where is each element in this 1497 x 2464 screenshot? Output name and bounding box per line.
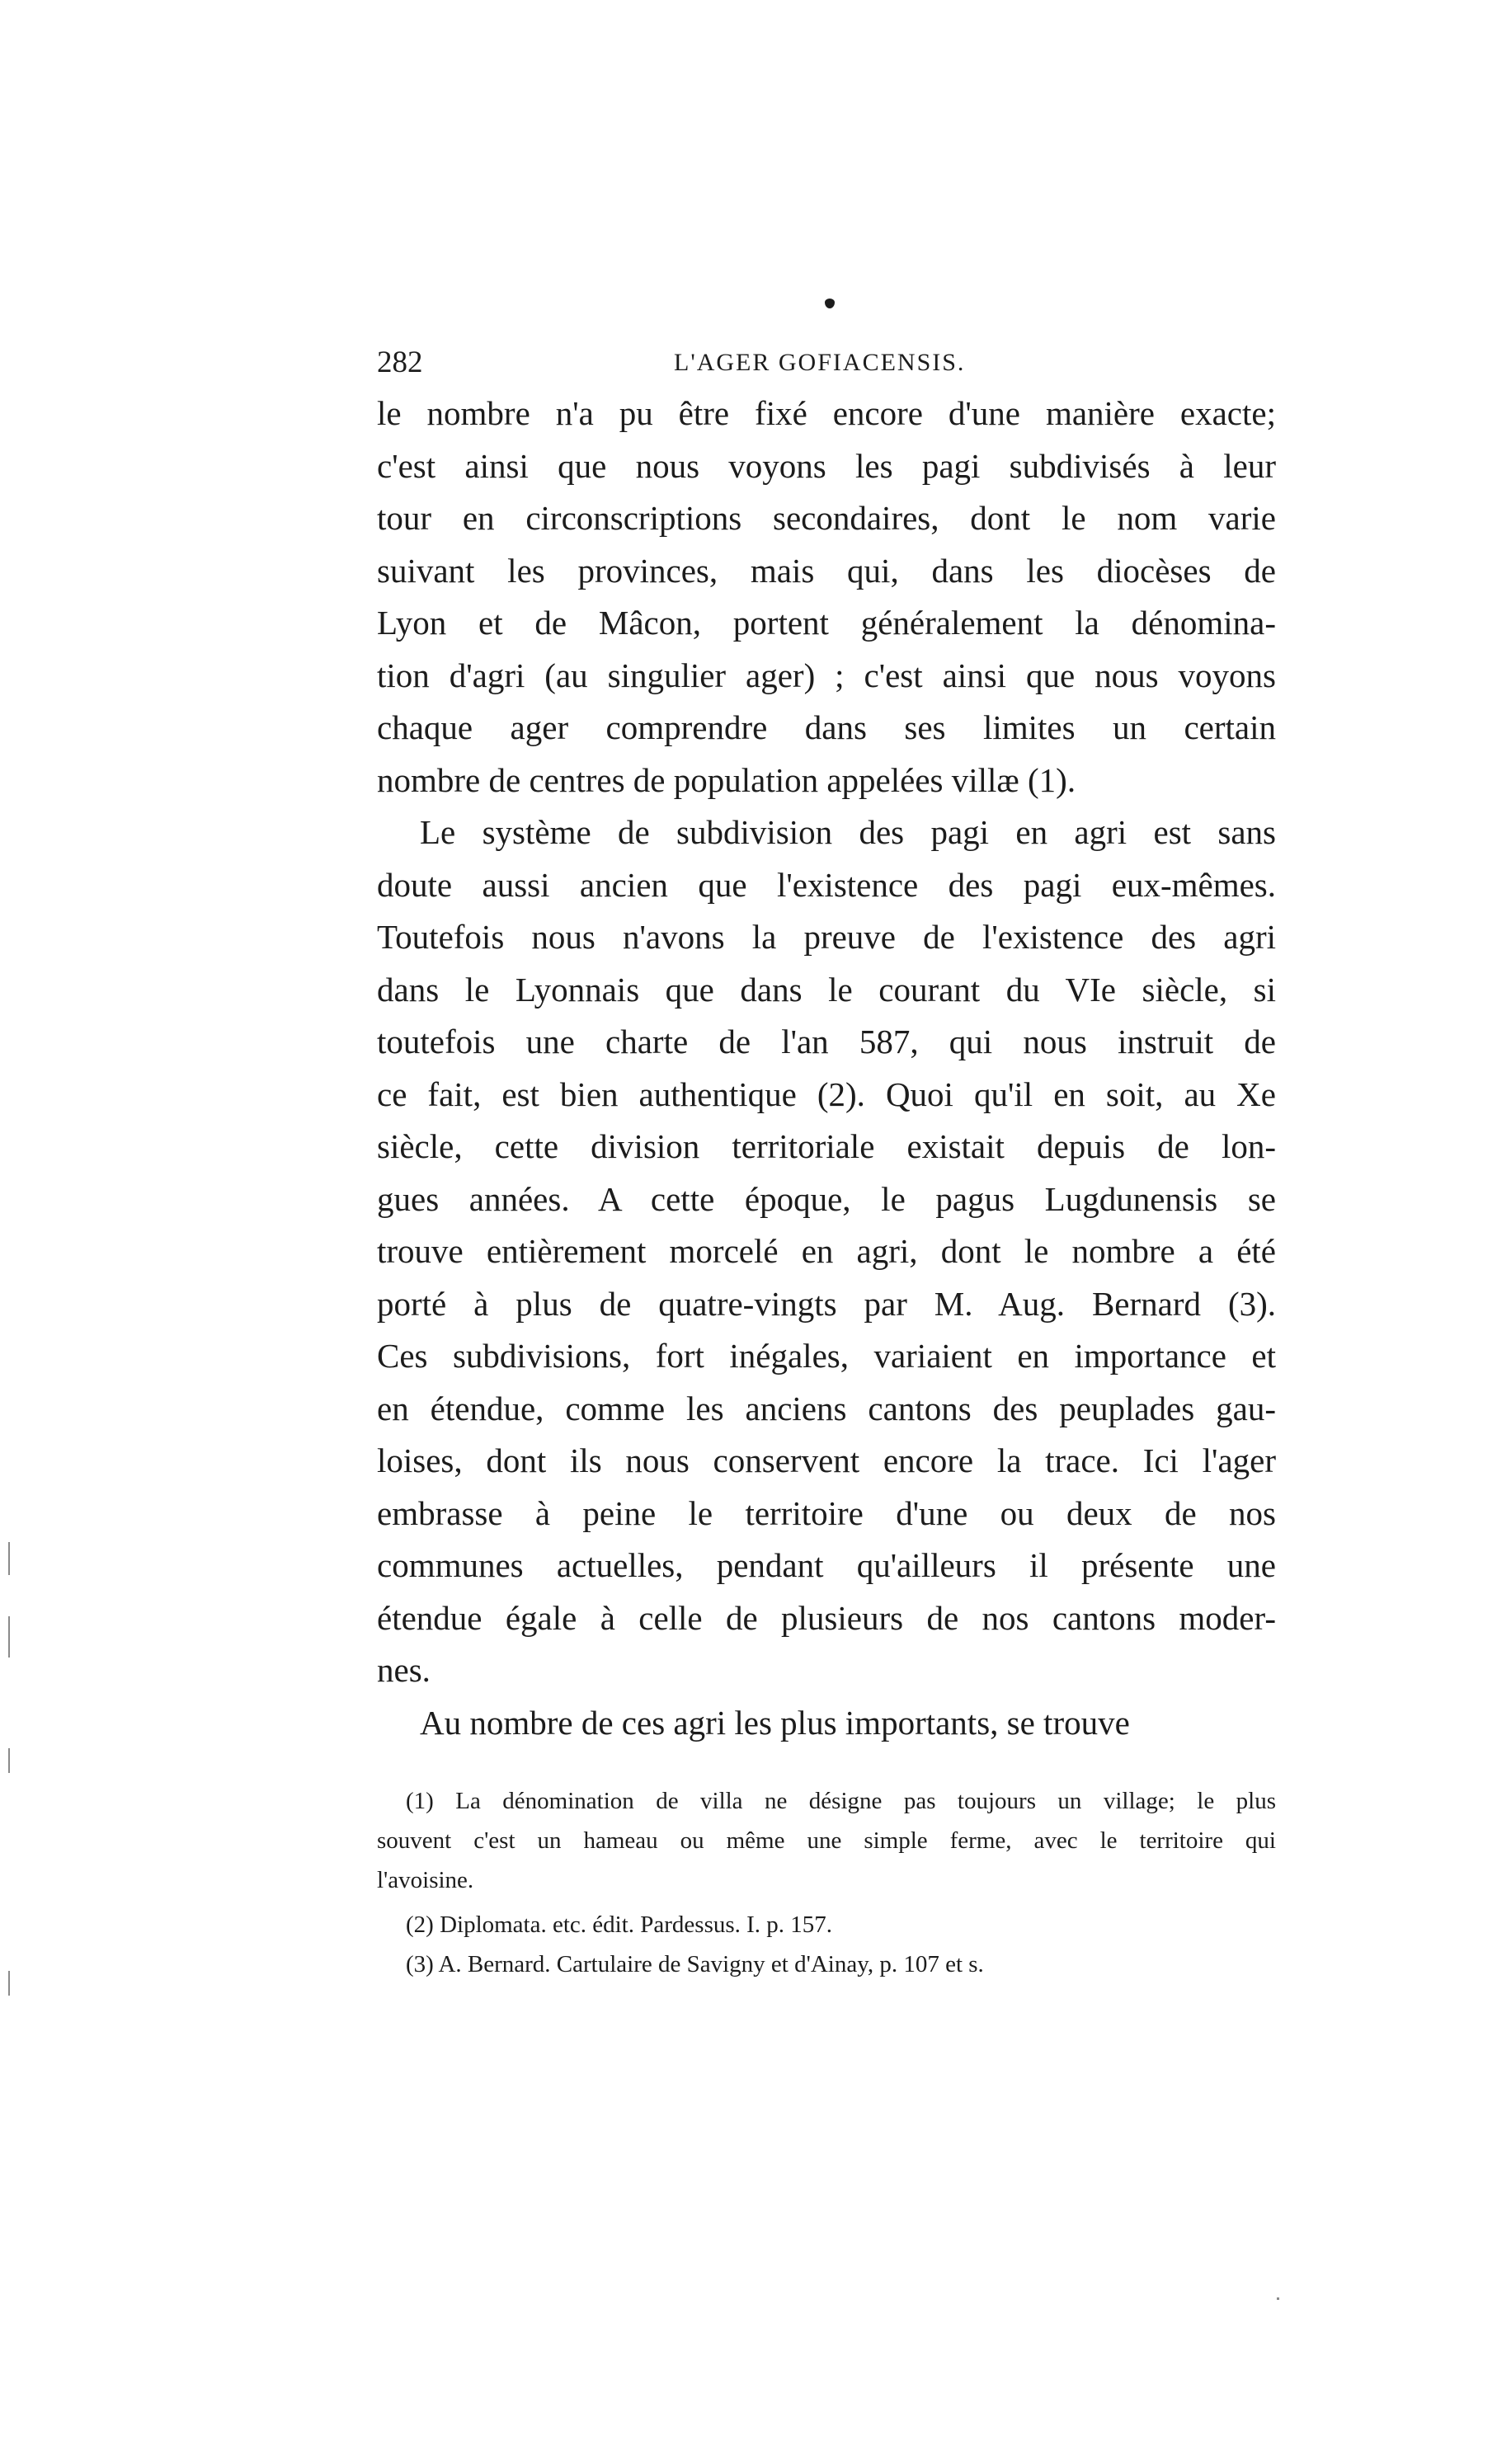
footnote-line: souvent c'est un hameau ou même une simple ferme, avec le territoire qui <box>377 1827 1276 1854</box>
ink-mark <box>825 299 835 308</box>
text-line: étendue égale à celle de plusieurs de nos cantons moder- <box>377 1598 1276 1637</box>
text-line: Ces subdivisions, fort inégales, variaient en importance et <box>377 1337 1276 1375</box>
footnote-1 <box>377 1781 1276 1900</box>
running-head: L'AGER GOFIACENSIS. <box>674 349 966 376</box>
text-line: en étendue, comme les anciens cantons des peuplades gau- <box>377 1389 1276 1427</box>
scan-speck <box>8 1971 10 1996</box>
paragraph-2 <box>377 806 1276 1697</box>
footnote-line: (1) La dénomination de villa ne désigne pas toujours un village; le plus <box>406 1788 1276 1814</box>
text-line: embrasse à peine le territoire d'une ou deux de nos <box>377 1493 1276 1532</box>
scan-speck <box>1277 2297 1279 2300</box>
text-line: nes. <box>377 1651 431 1689</box>
text-line: Toutefois nous n'avons la preuve de l'existence des agri <box>377 918 1276 956</box>
text-line: c'est ainsi que nous voyons les pagi subdivisés à leur <box>377 446 1276 485</box>
text-line: siècle, cette division territoriale existait depuis de lon- <box>377 1127 1276 1165</box>
text-line: chaque ager comprendre dans ses limites un certain <box>377 708 1276 746</box>
text-line: le nombre n'a pu être fixé encore d'une manière exacte; <box>377 394 1276 432</box>
body-text <box>377 388 1276 1749</box>
text-line: porté à plus de quatre-vingts par M. Aug. Bernard (3). <box>377 1284 1276 1323</box>
paragraph-3 <box>377 1697 1276 1750</box>
text-line: tion d'agri (au singulier ager) ; c'est ainsi que nous voyons <box>377 656 1276 694</box>
paragraph-1 <box>377 388 1276 806</box>
text-line: dans le Lyonnais que dans le courant du VIe siècle, si <box>377 970 1276 1009</box>
scan-speck <box>8 1542 10 1575</box>
text-line: Lyon et de Mâcon, portent généralement la dénomina- <box>377 604 1276 642</box>
footnote-3 <box>377 1944 1276 1984</box>
text-line: Au nombre de ces agri les plus importants, se trouve <box>420 1703 1130 1742</box>
footnote-line: (2) Diplomata. etc. édit. Pardessus. I. p. 157. <box>406 1911 833 1938</box>
text-line: ce fait, est bien authentique (2). Quoi qu'il en soit, au Xe <box>377 1074 1276 1113</box>
footnotes <box>377 1781 1276 1984</box>
text-line: trouve entièrement morcelé en agri, dont le nombre a été <box>377 1232 1276 1270</box>
text-line: gues années. A cette époque, le pagus Lugdunensis se <box>377 1179 1276 1218</box>
footnote-line: (3) A. Bernard. Cartulaire de Savigny et d'Ainay, p. 107 et s. <box>406 1951 984 1977</box>
scan-speck <box>8 1616 10 1658</box>
text-line: tour en circonscriptions secondaires, dont le nom varie <box>377 499 1276 537</box>
text-line: nombre de centres de population appelées villæ (1). <box>377 760 1076 799</box>
text-line: toutefois une charte de l'an 587, qui nous instruit de <box>377 1023 1276 1060</box>
footnote-2 <box>377 1905 1276 1944</box>
page-header <box>377 340 1276 386</box>
scan-speck <box>8 1748 10 1773</box>
page-number: 282 <box>377 346 423 379</box>
text-line: loises, dont ils nous conservent encore la trace. Ici l'ager <box>377 1441 1276 1479</box>
text-line: doute aussi ancien que l'existence des pagi eux-mêmes. <box>377 865 1276 904</box>
text-line: communes actuelles, pendant qu'ailleurs il présente une <box>377 1546 1276 1584</box>
text-line: Le système de subdivision des pagi en agri est sans <box>420 813 1276 851</box>
text-line: suivant les provinces, mais qui, dans les diocèses de <box>377 551 1276 590</box>
footnote-line: l'avoisine. <box>377 1867 474 1893</box>
